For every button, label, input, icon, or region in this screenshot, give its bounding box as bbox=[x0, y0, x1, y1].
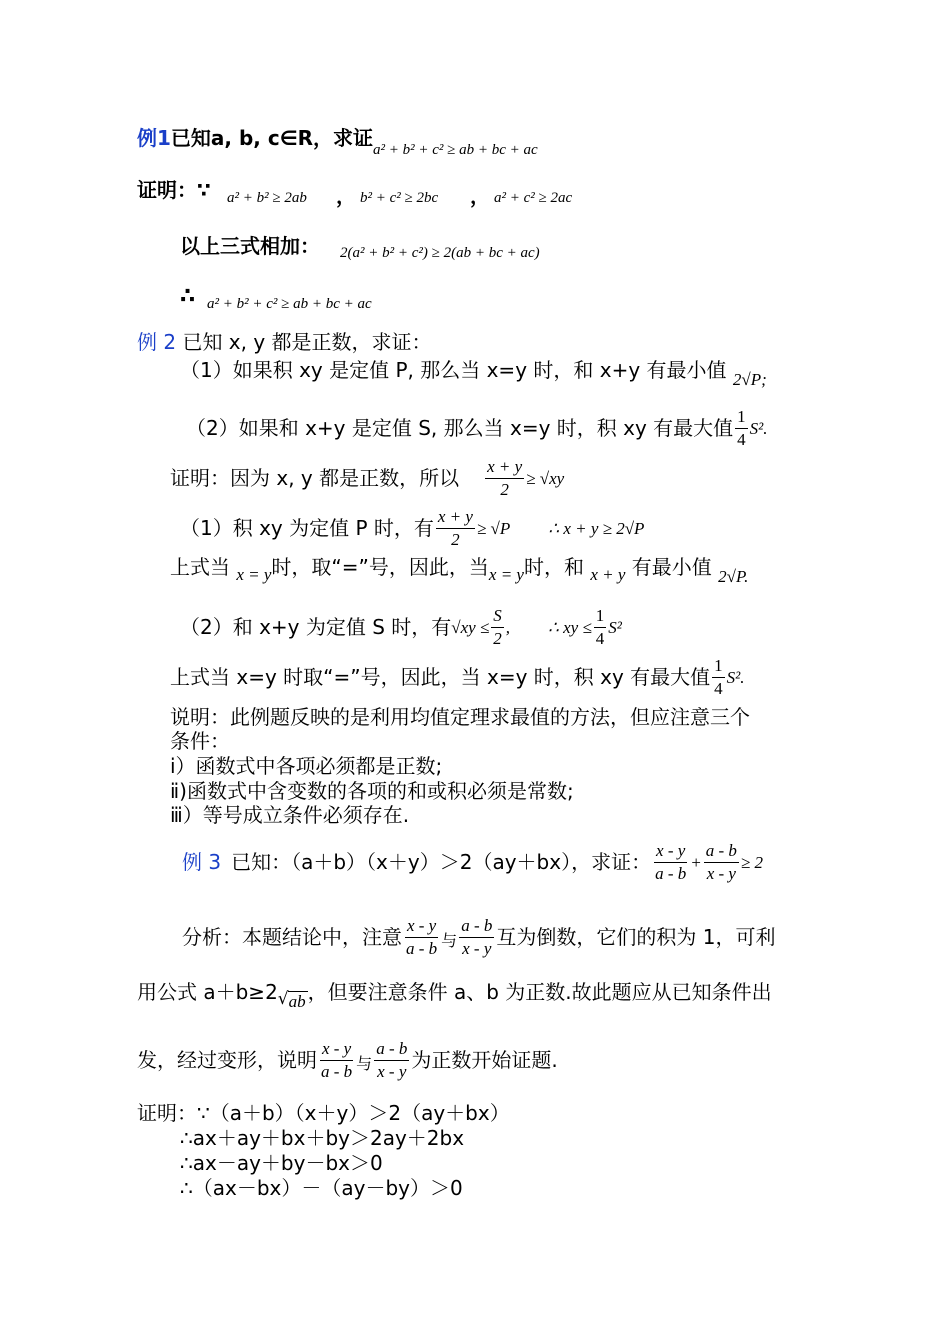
example-1-sep-2: ， bbox=[470, 184, 490, 208]
text-segment: 互为倒数，它们的积为 1，可利 bbox=[496, 925, 776, 950]
analysis-fraction-4 bbox=[374, 1040, 409, 1081]
math-segment: x = y bbox=[236, 565, 272, 584]
fraction-numerator: a - b bbox=[704, 842, 739, 863]
example-2-case-2-text: （2）和 x+y 为定值 S 时，有 bbox=[180, 615, 452, 640]
example-1-given: 已知a, b, c∈R，求证 bbox=[170, 126, 374, 150]
example-3-analysis-line-1 bbox=[182, 917, 775, 958]
text-segment: 为正数开始证题. bbox=[411, 1048, 558, 1073]
example-3-analysis-line-2 bbox=[137, 980, 772, 1011]
example-2-proof-rhs: ≥ √xy bbox=[526, 468, 565, 488]
example-1-sum-label: 以上三式相加： bbox=[180, 234, 320, 258]
fraction-numerator: a - b bbox=[459, 917, 494, 938]
analysis-fraction-2 bbox=[459, 917, 494, 958]
example-1-ineq-3: a² + c² ≥ 2ac bbox=[494, 190, 573, 206]
text-segment: 有最小值 bbox=[631, 555, 712, 579]
example-2-case-1-rhs: ≥ √P bbox=[476, 518, 511, 538]
fraction-numerator: a - b bbox=[374, 1040, 409, 1061]
example-1-conclusion: a² + b² + c² ≥ ab + bc + ac bbox=[207, 296, 372, 312]
fraction-denominator: 2 bbox=[493, 628, 502, 648]
example-2-part-2-text: （2）如果和 x+y 是定值 S, 那么当 x=y 时，积 xy 有最大值 bbox=[186, 416, 734, 441]
example-2-case-2-quarter bbox=[594, 607, 607, 648]
example-2-case-2-line-2-fraction bbox=[712, 657, 725, 698]
example-2-proof-intro bbox=[170, 458, 564, 499]
example-3-fraction-2 bbox=[704, 842, 739, 883]
example-1-sum: 2(a² + b² + c²) ≥ 2(ab + bc + ac) bbox=[340, 245, 540, 261]
fraction-denominator: a - b bbox=[406, 938, 438, 958]
example-3-analysis-line-3 bbox=[137, 1040, 558, 1081]
example-1-therefore: ∴ bbox=[180, 284, 196, 309]
fraction-numerator: x - y bbox=[654, 842, 687, 863]
example-2-part-1-value: 2√P; bbox=[732, 370, 767, 389]
example-3-proof-1: 证明：∵（a＋b）（x＋y）＞2（ay＋bx） bbox=[137, 1101, 510, 1125]
text-segment: 上式当 x=y 时取“=”号，因此，当 x=y 时，积 xy 有最大值 bbox=[170, 665, 711, 690]
example-3-label: 例 3 bbox=[182, 850, 222, 875]
example-2-case-1 bbox=[180, 508, 644, 549]
example-2-part-2-fraction bbox=[735, 408, 748, 449]
fraction-denominator: a - b bbox=[655, 863, 687, 883]
example-3-header bbox=[182, 842, 763, 883]
example-2-part-1-text: （1）如果积 xy 是定值 P, 那么当 x=y 时，和 x+y 有最小值 bbox=[180, 358, 727, 382]
math-segment: 2√P. bbox=[718, 567, 749, 586]
example-2-condition-2: ⅱ)函数式中含变数的各项的和或积必须是常数; bbox=[170, 779, 574, 803]
example-2-case-2-tail: S² bbox=[608, 617, 622, 637]
ge-two: ≥ 2 bbox=[740, 852, 763, 872]
fraction-numerator: x - y bbox=[405, 917, 438, 938]
example-2-note-line-1: 说明：此例题反映的是利用均值定理求最值的方法，但应注意三个 bbox=[170, 705, 750, 729]
example-2-given: 已知 x, y 都是正数，求证： bbox=[182, 330, 432, 354]
example-2-case-2-therefore: ∴ xy ≤ bbox=[548, 617, 592, 637]
fraction-denominator: 4 bbox=[714, 678, 723, 698]
text-segment: 与 bbox=[441, 931, 458, 951]
fraction-denominator: 4 bbox=[737, 429, 746, 449]
example-1-sep-1: ， bbox=[336, 184, 356, 208]
example-3-given: 已知：（a＋b）（x＋y）＞2（ay＋bx），求证： bbox=[231, 850, 652, 875]
example-2-proof-text: 证明：因为 x, y 都是正数，所以 bbox=[170, 466, 460, 491]
text-segment: 与 bbox=[356, 1054, 373, 1074]
text-segment: 上式当 bbox=[170, 555, 230, 579]
example-3-proof-4: ∴（ax－bx）－（ay－by）＞0 bbox=[180, 1176, 463, 1200]
text-segment: 用公式 a＋b≥2 bbox=[137, 980, 278, 1004]
example-1-proof-label: 证明：∵ bbox=[137, 178, 211, 202]
example-3-proof-3: ∴ax－ay＋by－bx＞0 bbox=[180, 1151, 383, 1175]
example-1-ineq-1: a² + b² ≥ 2ab bbox=[227, 190, 307, 206]
example-2-case-2-fraction bbox=[491, 607, 504, 648]
example-2-condition-1: ⅰ）函数式中各项必须都是正数; bbox=[170, 754, 443, 778]
fraction-numerator: 1 bbox=[735, 408, 748, 429]
example-1-ineq-2: b² + c² ≥ 2bc bbox=[360, 190, 439, 206]
fraction-denominator: 4 bbox=[595, 628, 605, 648]
math-segment: S². bbox=[726, 667, 745, 687]
fraction-denominator: 2 bbox=[451, 529, 460, 549]
example-2-label: 例 2 bbox=[137, 330, 177, 354]
example-2-case-1-line-2 bbox=[170, 555, 749, 586]
fraction-denominator: x - y bbox=[462, 938, 492, 958]
example-2-case-1-text: （1）积 xy 为定值 P 时，有 bbox=[180, 516, 434, 541]
text-segment: 发，经过变形，说明 bbox=[137, 1048, 317, 1073]
example-2-case-2 bbox=[180, 607, 622, 648]
analysis-fraction-1 bbox=[404, 917, 439, 958]
text-segment: ，但要注意条件 a、b 为正数.故此题应从已知条件出 bbox=[307, 980, 772, 1004]
example-2-part-2-tail: S². bbox=[749, 418, 768, 438]
example-2-note-line-2: 条件： bbox=[170, 729, 230, 753]
example-2-header bbox=[137, 332, 432, 352]
example-1-claim: a² + b² + c² ≥ ab + bc + ac bbox=[373, 142, 538, 158]
radicand: ab bbox=[288, 991, 306, 1011]
example-2-part-2 bbox=[186, 408, 768, 449]
comma: , bbox=[505, 617, 511, 637]
fraction-numerator: 1 bbox=[712, 657, 725, 678]
math-segment: x + y bbox=[590, 565, 626, 584]
fraction-denominator: a - b bbox=[321, 1061, 353, 1081]
example-3-fraction-1 bbox=[653, 842, 688, 883]
example-2-proof-fraction bbox=[485, 458, 524, 499]
example-1-label: 例1 bbox=[137, 126, 171, 150]
fraction-numerator: S bbox=[491, 607, 504, 628]
example-2-case-2-line-2 bbox=[170, 657, 745, 698]
analysis-fraction-3 bbox=[319, 1040, 354, 1081]
plus-sign: + bbox=[690, 852, 702, 872]
example-2-part-1 bbox=[180, 358, 767, 389]
radical-sign: √ bbox=[277, 988, 289, 1009]
fraction-numerator: x + y bbox=[436, 508, 475, 529]
example-2-condition-3: ⅲ）等号成立条件必须存在. bbox=[170, 803, 410, 827]
fraction-denominator: x - y bbox=[706, 863, 736, 883]
fraction-numerator: x + y bbox=[485, 458, 524, 479]
fraction-denominator: x - y bbox=[377, 1061, 407, 1081]
fraction-denominator: 2 bbox=[500, 479, 509, 499]
text-segment: 时，和 bbox=[523, 555, 584, 579]
sqrt-ab bbox=[277, 988, 308, 1011]
text-segment: 分析：本题结论中，注意 bbox=[182, 925, 402, 950]
example-2-case-2-lhs: √xy ≤ bbox=[451, 617, 490, 637]
text-segment: 时，取“=”号，因此，当 bbox=[271, 555, 489, 579]
example-2-case-1-therefore: ∴ x + y ≥ 2√P bbox=[548, 518, 645, 538]
fraction-numerator: x - y bbox=[320, 1040, 353, 1061]
example-2-case-1-fraction bbox=[436, 508, 475, 549]
example-3-proof-2: ∴ax＋ay＋bx＋by＞2ay＋2bx bbox=[180, 1126, 465, 1150]
fraction-numerator: 1 bbox=[594, 607, 607, 628]
example-1-header bbox=[137, 128, 373, 148]
math-segment: x = y bbox=[488, 565, 524, 584]
